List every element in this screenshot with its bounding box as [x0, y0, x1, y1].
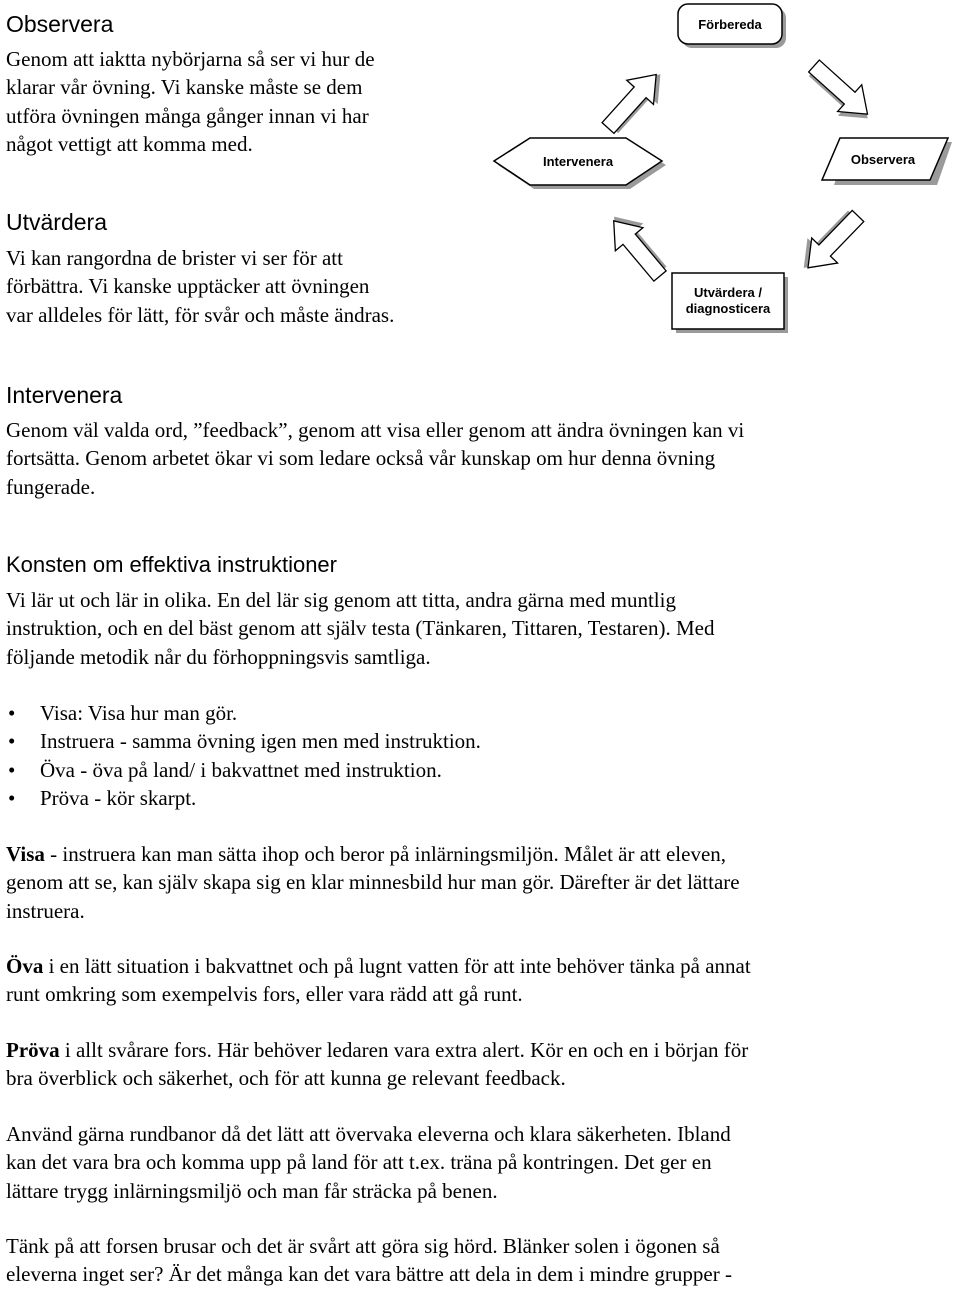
node-observera — [822, 138, 952, 185]
term-prova: Pröva — [6, 1038, 60, 1062]
paragraph-intervenera — [6, 416, 744, 501]
paragraph-konsten — [6, 586, 714, 671]
arrow-observera-to-utvardera — [791, 201, 871, 282]
text-line: klarar vår övning. Vi kanske måste se dem — [6, 75, 363, 100]
arrow-utvardera-to-intervenera — [598, 205, 676, 288]
bullet-icon: • — [8, 729, 16, 754]
paragraph-anvand — [6, 1120, 731, 1205]
node-label-intervenera: Intervenera — [542, 154, 614, 169]
text-line: Genom väl valda ord, ”feedback”, genom att visa eller genom att ändra övningen kan vi — [6, 418, 745, 442]
text-line: Vi lär ut och lär in olika. En del lär sig genom att titta, andra gärna med muntlig — [6, 588, 676, 612]
text-line: var alldeles för lätt, för svår och måste ändras. — [6, 302, 395, 327]
text-line: förbättra. Vi kanske upptäcker att övningen — [6, 274, 370, 299]
node-label-utvardera-2: diagnosticera — [685, 301, 771, 316]
text-line: runt omkring som exempelvis fors, eller vara rädd att gå runt. — [6, 982, 523, 1007]
bullet-icon: • — [8, 785, 16, 810]
text-line: Tänk på att forsen brusar och det är svårt att göra sig hörd. Blänker solen i ögonen så — [6, 1234, 720, 1258]
heading-utvardera: Utvärdera — [6, 209, 107, 235]
method-list — [6, 699, 481, 812]
node-label-utvardera-1: Utvärdera / — [694, 285, 762, 300]
text-line: Öva i en lätt situation i bakvattnet och på lugnt vatten för att inte behöver tänka på annat — [6, 954, 751, 978]
text-line: genom att se, kan själv skapa sig en klar minnesbild hur man gör. Därefter är det lättare — [6, 870, 740, 895]
list-item: • Instruera - samma övning igen men med instruktion. — [6, 727, 481, 755]
heading-intervenera: Intervenera — [6, 382, 123, 408]
paragraph-observera — [6, 45, 375, 158]
heading-konsten: Konsten om effektiva instruktioner — [6, 552, 337, 577]
text-line: utföra övningen många gånger innan vi har — [6, 103, 369, 128]
paragraph-utvardera — [6, 244, 394, 329]
node-forbereda — [678, 4, 786, 48]
paragraph-ova — [6, 952, 751, 1009]
node-intervenera — [494, 138, 666, 189]
text-line: fungerade. — [6, 474, 96, 499]
heading-observera: Observera — [6, 11, 114, 37]
term-ova: Öva — [6, 954, 44, 978]
cycle-diagram — [490, 0, 960, 345]
node-label-forbereda: Förbereda — [698, 17, 762, 32]
bullet-icon: • — [8, 757, 16, 782]
list-item: • Öva - öva på land/ i bakvattnet med instruktion. — [6, 756, 481, 784]
text-line: kan det vara bra och komma upp på land för att t.ex. träna på kontringen. Det ger en — [6, 1150, 712, 1175]
text-line: lättare trygg inlärningsmiljö och man får sträcka på benen. — [6, 1178, 498, 1203]
list-item: • Visa: Visa hur man gör. — [6, 699, 481, 727]
text-line: instruktion, och en del bäst genom att själv testa (Tänkaren, Tittaren, Testaren). Med — [6, 616, 715, 641]
paragraph-prova — [6, 1036, 748, 1093]
term-visa: Visa — [6, 842, 45, 866]
text-line: fortsätta. Genom arbetet ökar vi som ledare också vår kunskap om hur denna övning — [6, 446, 716, 471]
text-line: något vettigt att komma med. — [6, 131, 253, 156]
list-item: • Pröva - kör skarpt. — [6, 784, 481, 812]
text-line: bra överblick och säkerhet, och för att kunna ge relevant feedback. — [6, 1066, 566, 1091]
paragraph-tank — [6, 1232, 732, 1289]
paragraph-visa — [6, 840, 740, 925]
text-line: eleverna inget ser? Är det många kan det vara bättre att dela in dem i mindre grupper - — [6, 1262, 732, 1287]
text-line: instruera. — [6, 898, 85, 923]
node-label-observera: Observera — [850, 152, 916, 167]
text-line: Pröva i allt svårare fors. Här behöver ledaren vara extra alert. Kör en och en i början för — [6, 1038, 749, 1062]
arrow-forbereda-to-observera — [800, 53, 882, 132]
node-utvardera — [672, 273, 788, 333]
bullet-icon: • — [8, 701, 16, 725]
text-line: Använd gärna rundbanor då det lätt att övervaka eleverna och klara säkerheten. Ibland — [6, 1122, 731, 1146]
arrow-intervenera-to-forbereda — [595, 60, 674, 142]
text-line: Vi kan rangordna de brister vi ser för att — [6, 246, 343, 270]
text-line: Genom att iaktta nybörjarna så ser vi hur de — [6, 47, 375, 71]
text-line: Visa - instruera kan man sätta ihop och beror på inlärningsmiljön. Målet är att eleven, — [6, 842, 727, 866]
text-line: följande metodik når du förhoppningsvis samtliga. — [6, 644, 431, 669]
